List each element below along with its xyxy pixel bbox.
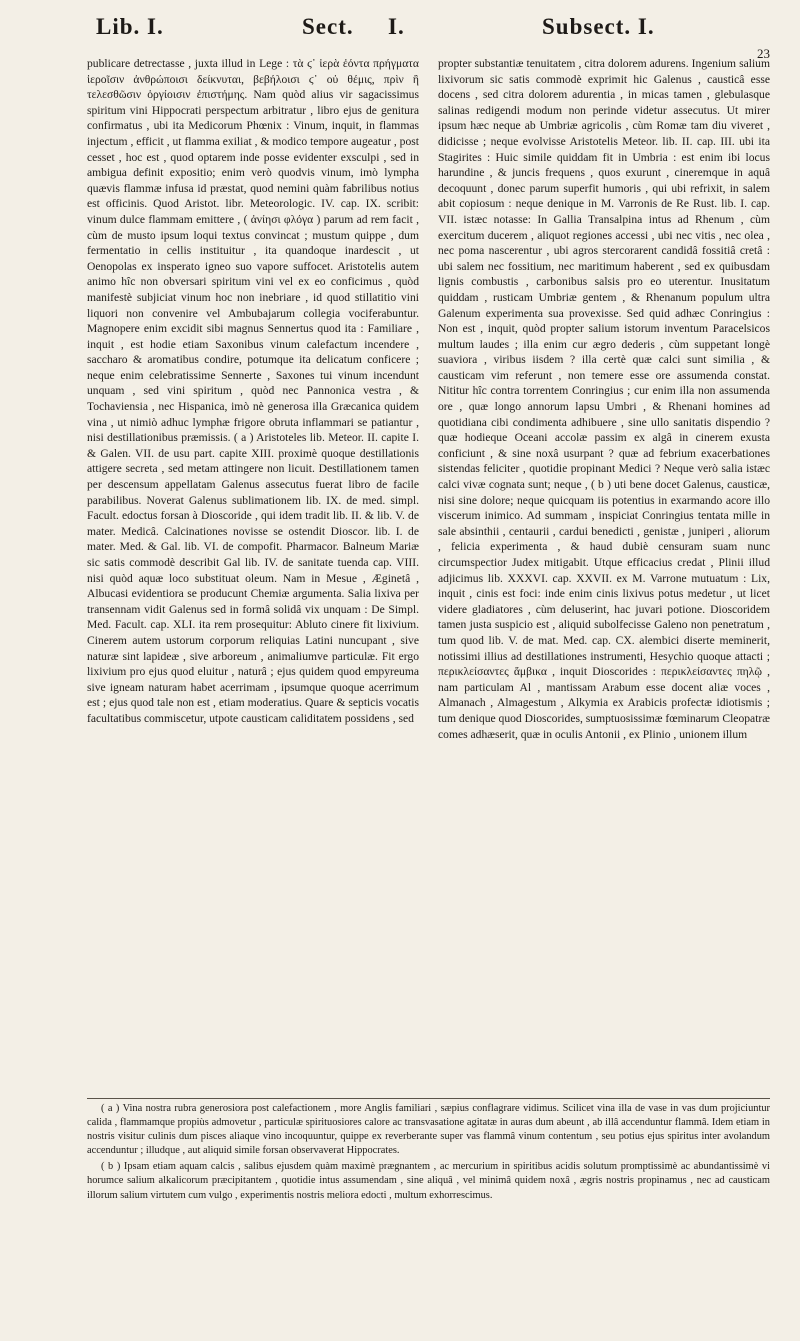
footnote-a: ( a ) Vina nostra rubra generosiora post calefactionem , more Anglis familiari , sæpius conflagrare vidimus. Scilicet vina illa de vase in vas dum projiciuntur calida , flammamque propiùs admovetur , particulæ spirituosiores calore ac transvasatione agitatæ in auras dum abeunt , ab illâ accenduntur flammâ. Idem etiam in nostris visitur culinis dum pisces aliaque vino incoquuntur, quippe ex reverberante super vas flammâ vinum contentum , seu potius ejus spiritus inter avolandum accenduntur ; illudque , aut aliquid simile forsan observaverat Hippocrates.	[87, 1103, 770, 1157]
footnote-b: ( b ) Ipsam etiam aquam calcis , salibus ejusdem quàm maximè prægnantem , ac mercurium in spiritibus acidis solutum promptissimè ac abundantissimè vi horumce salium alkalicorum præcipitantem , quotidie intus assumendam , sine aliquâ , vel minimâ quidem noxâ , ægris nostris propinamus , nec ad causticam illorum salium virtutem cum vulgo , experimentis nostris meliora edocti , multum exhorrescimus.	[87, 1161, 770, 1201]
page-number: 23	[757, 46, 770, 61]
footnotes	[87, 1102, 770, 1205]
right-column-text: propter substantiæ tenuitatem , citra dolorem adurens. Ingenium salium lixivorum sic satis commodè exprimit hic Galenus , causticâ esse docens , sed citra dolorem adurentia , in micas tamen , glebulasque salinas redigendi modum non perinde videtur assecutus. Ut mirer ipsum hæc neque ab Umbriæ agricolis , cùm Romæ tam diu viveret , didicisse ; neque evolvisse Aristotelis Meteor. lib. II. cap. III. ubi ita Stagirites : Huic simile quiddam fit in Umbria : est enim ibi locus harundine , & juncis frequens , quos exurunt , cineremque in aquâ decoquunt , donec parum superfit humoris , qui ubi refrixit, in salem abit copiosum : neque denique in M. Varronis de Re Rust. lib. I. cap. VII. istæc notasse: In Gallia Transalpina intus ad Rhenum , cùm exercitum ducerem , aliquot regiones accessi , ubi nec vitis , nec olea , nec poma nascerentur , ubi agros stercorarent candidâ fossitiâ cretâ : ubi salem nec fossitium, nec maritimum haberent , sed ex quibusdam lignis combustis , carbonibus salsis pro eo uterentur. Inusitatum quiddam , rusticam Umbriæ gentem , & Rhenanum populum ultra Galenum experimenta sua provexisse. Sed quid adhæc Conringius : Non est , inquit, quòd propter salium istorum inventum Paracelsicos multum laudes ; illa enim cur ægro dederis , cùm suppetant longè suaviora , viribus iisdem ? illa certè quæ calci sunt similia , & causticam vim referunt , non temere esse ore assumenda constat. Nititur hîc contra torrentem Conringius ; cur enim illa non assumenda ore , quæ longo annorum lapsu Umbri , & Rhenani homines ad quotidiana cibi condimenta adhibuere , sine ullo sanitatis dispendio ? quæ hodieque Oceani accolæ passim ex algâ in cinerem exusta conficiunt , & sine noxâ usurpant ? quæ ad febrium exacerbationes sistendas feliciter , quotidie propinant Medici ? Neque verò salia istæc calci vivæ cognata sunt; neque , ( b ) uti bene docet Galenus, causticæ, nisi sine dolore; neque quicquam iis potentius in exarmando acore illo viscerum inimico. Ad summam , inspiciat Conringius tentata mille in sale absinthii , centaurii , cardui benedicti , genistæ , juniperi , aliorum , felicia experimenta , & haud dubiè censuram suam nunc circumspectior Judex mitigabit. Utque efficacius credat , Plinii illud adjicimus lib. XXXVI. cap. XXVII. ex M. Varrone mutuatum : Lix, inquit , cinis est foci: inde enim cinis lixivus potus medetur , ut licet videre gladiatores , cùm deluserint, hac juvari potione. Dioscoridem tamen justa suspicio est , aliquid subolfecisse Galeno non penetratum , tum quod lib. V. de mat. Med. cap. CX. alembici diserte meminerit, notissimi illius ad destillationes instrumenti, Hesychio quoque attacti ; περικλείσαντες ἄμβικα , inquit Dioscorides : περικλείσαντες πηλῷ , nam particulam Al , mantissam Arabum esse docent aliæ voces , Almanach , Almagestum , Alkymia ex Arabicis profectæ idiotismis ; tum denique quod Dioscorides, sumptuosissimæ fœminarum Cleopatræ comes adhæserit, quæ in oculis Antonii , ex Plinio , unionem illum	[438, 57, 771, 741]
header-subsect: Subsect. I.	[542, 14, 655, 39]
running-header	[92, 8, 776, 61]
left-column	[87, 56, 419, 727]
right-column	[438, 56, 770, 742]
header-sect: Sect.	[302, 14, 354, 39]
footnote-divider	[87, 1098, 770, 1099]
header-numeral: I.	[388, 14, 405, 39]
header-lib: Lib. I.	[96, 14, 164, 39]
left-column-text: publicare detrectasse , juxta illud in Lege : τὰ ϛ᾽ ἱερὰ ἐόντα πρήγματα ἱεροῖσιν ἀνθρώποισι δείκνυται, βεβήλοισι ϛ᾽ οὐ θέμις, πρὶν ἢ τελεσθῶσιν ὀργίοισιν ἐπιστήμης. Nam quòd alius vir sagacissimus spiritum vini Hippocrati perspectum arbitratur , libro ejus de genitura confirmatus , ubi ita Medicorum Phœnix : Vinum, inquit, in flammas injectum , efficit , ut flamma exiliat , & modico tempore augeatur , post cesset , hoc est , quod optarem inde posse evidenter exsculpi , sed in ambigua definit expositio; enim verò quodvis vinum, imò lympha quævis flammæ infusa id præstat, quod nemini quàm fabrilibus notius est officinis. Quod Aristot. libr. Meteorologic. IV. cap. IX. scribit: vinum dulce flammam emittere , ( ἀνίησι φλόγα ) parum ad rem facit , cùm de musto ipsum loqui textus convincat ; mustum quippe , dum fermentatio in cellis instituitur , ita quandoque inardescit , ut Oenopolas ex insperato igneo suo vapore suffocet. Aristotelis autem animo hîc non obversari spiritum vini vel ex eo conficimus , quòd manifestè subjiciat vinum hoc non inebriare , id quod stillatitio vini liquori non convenire vel Ambubajarum collegia vociferabuntur. Magnopere enim excidit sibi magnus Sennertus quod ita : Familiare , inquit , est hodie etiam Saxonibus vinum calefactum incendere , saccharo & aromatibus condire, potumque ita delicatum conficere ; neque enim celebratissime Sennerte , Saxones tui vinum incendunt unquam , sed vini spiritum , quòd nec Pannonica vestra , & Tochaviensia , nec Hispanica, imò nè generosa illa Græcanica quidem vina , ut nimiò adhuc lymphæ frigore obruta inflammari se patiantur , nisi destillationibus præmissis. ( a ) Aristoteles lib. Meteor. II. capite I. & Galen. VII. de usu part. capite XIII. proximè quoque destillationis attigere secreta , sed metam attingere non licuit. Destillationem tamen per descensum appellatam Galenus assecutus fuerat libro de facile parabilibus. Noverat Galenus sublimationem lib. IX. de med. simpl. Facult. edoctus forsan à Dioscoride , qui idem tradit lib. II. & lib. V. de mater. Medicâ. Calcinationes novisse se ostendit Dioscor. lib. I. de mater. Med. & Gal. lib. VI. de compofit. Pharmacor. Balneum Mariæ sic satis commodè describit Gal lib. IV. de sanitate tuenda cap. VIII. nisi quòd aquæ loco substituat oleum. Nam in Mesue , Æginetâ , Albucasi evidentiora se producunt Chemiæ argumenta. Salia lixiva per transennam vidit Galenus sed in formâ solidâ vix unquam : De Simpl. Med. Facult. cap. XLI. ita rem prosequitur: Abluto cinere fit lixivium. Cinerem autem ustorum corporum reliquias Latini nuncupant , sive naturæ sint lapideæ , sive arboreum , animaliumve particulæ. Fit ergo lixivium pro ejus quod eluitur , naturâ ; ejus quidem quod empyreuma sive igneam naturam habet acerrimam , ipsumque quoque acerrimum est ; ejus quod tale non est , etiam moderatius. Quare & septicis vocatis facultatibus commiscetur, utpote causticam caliditatem possidens , sed	[87, 57, 419, 725]
